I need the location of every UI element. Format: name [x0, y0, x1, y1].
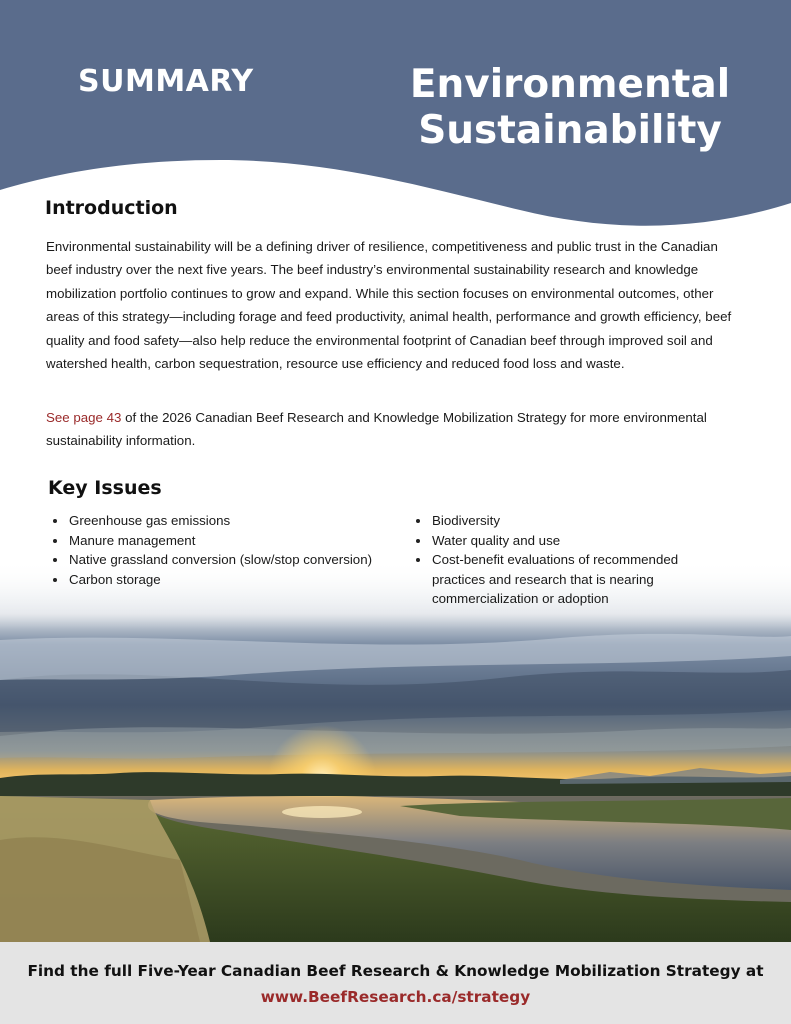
introduction-heading: Introduction	[45, 197, 178, 219]
list-item: Biodiversity	[415, 511, 725, 531]
page-title-line-2: Sustainability	[418, 108, 722, 153]
list-item: Water quality and use	[415, 531, 725, 551]
footer-banner	[0, 942, 791, 1024]
page-title	[380, 62, 760, 154]
list-item: Native grassland conversion (slow/stop conversion)	[52, 550, 372, 570]
see-page-paragraph	[46, 406, 746, 453]
footer-url-link[interactable]: www.BeefResearch.ca/strategy	[260, 988, 531, 1006]
introduction-body: Environmental sustainability will be a defining driver of resilience, competitiveness and public trust in the Canadian beef industry over the next five years. The beef industry’s environmental sustainability research and knowledge mobilization portfolio continues to grow and expand. While this section focuses on environmental outcomes, other areas of this strategy—including forage and feed productivity, animal health, performance and growth efficiency, beef quality and food safety—also help reduce the environmental footprint of Canadian beef through improved soil and watershed health, carbon sequestration, resource use efficiency and reduced food loss and waste.	[46, 239, 732, 372]
list-item: Cost-benefit evaluations of recommended practices and research that is nearing commercialization or adoption	[415, 550, 725, 609]
see-page-link[interactable]: See page 43	[46, 410, 122, 425]
list-item: Carbon storage	[52, 570, 372, 590]
sunset-wetland-image	[0, 560, 791, 942]
list-item: Greenhouse gas emissions	[52, 511, 372, 531]
key-issues-right-list	[415, 511, 725, 609]
key-issues-left-list	[52, 511, 372, 589]
summary-label: SUMMARY	[78, 64, 254, 99]
list-item: Manure management	[52, 531, 372, 551]
footer-text: Find the full Five-Year Canadian Beef Research & Knowledge Mobilization Strategy at	[27, 962, 764, 980]
page-title-line-1: Environmental	[409, 62, 731, 107]
key-issues-heading: Key Issues	[48, 477, 162, 499]
see-page-rest: of the 2026 Canadian Beef Research and Knowledge Mobilization Strategy for more environmental sustainability information.	[46, 410, 707, 449]
